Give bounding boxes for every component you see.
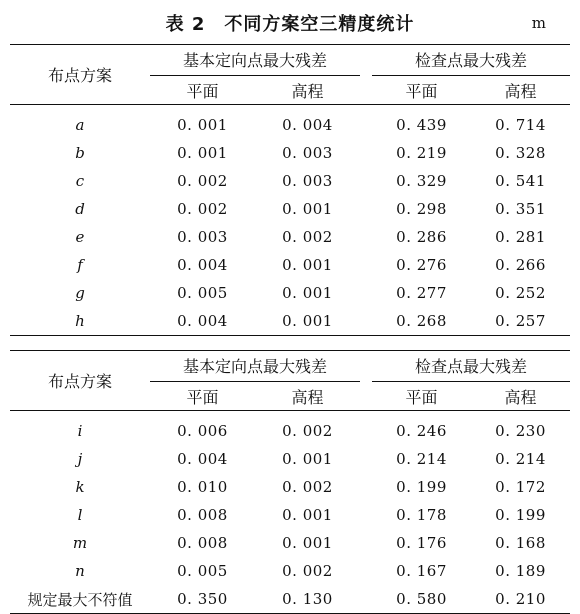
check-elevation-value: 0. 189 [495,562,546,580]
control-plane-value: 0. 004 [177,256,228,274]
table-row [10,501,570,529]
table-caption [0,8,580,38]
scheme-label: l [77,506,83,524]
column-gap [360,411,372,446]
column-gap [360,445,372,473]
column-gap [360,529,372,557]
column-gap [360,195,372,223]
scheme-label: d [75,200,85,218]
column-gap [360,473,372,501]
column-gap [360,251,372,279]
control-elevation-value: 0. 003 [282,172,333,190]
table-row [10,529,570,557]
control-elevation-header: 高程 [291,387,324,407]
control-elevation-value: 0. 003 [282,144,333,162]
column-gap [360,167,372,195]
scheme-label: b [75,144,85,162]
check-plane-value: 0. 277 [396,284,447,302]
limit-row-label: 规定最大不符值 [27,590,133,609]
column-gap [360,105,372,140]
scheme-label: f [77,256,83,274]
column-gap [360,139,372,167]
check-point-group-header: 检查点最大残差 [372,351,570,382]
check-elevation-value: 0. 257 [495,312,546,330]
control-elevation-value: 0. 001 [282,312,333,330]
table-row [10,473,570,501]
check-elevation-value: 0. 328 [495,144,546,162]
scheme-label: a [75,116,85,134]
check-elevation-value: 0. 230 [495,422,546,440]
control-elevation-value: 0. 001 [282,284,333,302]
check-elevation-value: 0. 351 [495,200,546,218]
table-row [10,195,570,223]
table-row [10,307,570,336]
column-gap [360,223,372,251]
table-row [10,445,570,473]
table-1-body [10,105,570,336]
control-plane-header: 平面 [186,387,219,407]
check-plane-value: 0. 167 [396,562,447,580]
table-row [10,167,570,195]
check-plane-value: 0. 176 [396,534,447,552]
check-elevation-value: 0. 541 [495,172,546,190]
control-plane-value: 0. 006 [177,422,228,440]
control-plane-header: 平面 [186,81,219,101]
check-elevation-limit: 0. 210 [495,590,546,608]
control-plane-value: 0. 001 [177,144,228,162]
control-point-group-header: 基本定向点最大残差 [150,351,360,382]
check-plane-limit: 0. 580 [396,590,447,608]
table-row [10,251,570,279]
control-elevation-value: 0. 002 [282,228,333,246]
check-elevation-header: 高程 [504,81,537,101]
check-plane-value: 0. 246 [396,422,447,440]
table-row [10,139,570,167]
control-plane-value: 0. 005 [177,562,228,580]
check-elevation-value: 0. 714 [495,116,546,134]
check-point-group-header: 检查点最大残差 [372,45,570,76]
limit-row [10,585,570,614]
control-plane-value: 0. 002 [177,172,228,190]
table-row [10,411,570,446]
check-elevation-value: 0. 281 [495,228,546,246]
table-row [10,223,570,251]
control-elevation-value: 0. 001 [282,534,333,552]
control-elevation-value: 0. 002 [282,478,333,496]
check-plane-value: 0. 178 [396,506,447,524]
scheme-label: h [75,312,85,330]
column-gap [360,307,372,336]
control-plane-value: 0. 008 [177,534,228,552]
check-plane-value: 0. 268 [396,312,447,330]
scheme-header: 布点方案 [10,45,150,105]
check-elevation-header: 高程 [504,387,537,407]
accuracy-table-2 [10,350,570,614]
accuracy-table-1 [10,44,570,336]
control-plane-value: 0. 001 [177,116,228,134]
check-plane-value: 0. 286 [396,228,447,246]
table-row [10,105,570,140]
check-elevation-value: 0. 168 [495,534,546,552]
control-elevation-value: 0. 001 [282,450,333,468]
table-row [10,557,570,585]
scheme-label: g [75,284,85,302]
column-gap [360,501,372,529]
check-elevation-value: 0. 199 [495,506,546,524]
control-plane-value: 0. 008 [177,506,228,524]
check-plane-header: 平面 [405,387,438,407]
check-plane-value: 0. 439 [396,116,447,134]
control-plane-value: 0. 010 [177,478,228,496]
control-elevation-value: 0. 001 [282,200,333,218]
table-row [10,279,570,307]
control-elevation-value: 0. 004 [282,116,333,134]
check-elevation-value: 0. 266 [495,256,546,274]
control-elevation-value: 0. 002 [282,562,333,580]
control-plane-value: 0. 002 [177,200,228,218]
control-plane-value: 0. 005 [177,284,228,302]
scheme-label: i [77,422,83,440]
control-point-group-header: 基本定向点最大残差 [150,45,360,76]
control-elevation-limit: 0. 130 [282,590,333,608]
control-plane-value: 0. 004 [177,450,228,468]
scheme-label: c [75,172,85,190]
control-elevation-value: 0. 001 [282,506,333,524]
check-plane-header: 平面 [405,81,438,101]
control-plane-value: 0. 004 [177,312,228,330]
column-gap [360,279,372,307]
unit-label: m [531,14,546,32]
control-elevation-value: 0. 002 [282,422,333,440]
scheme-label: j [77,450,83,468]
column-gap [360,585,372,614]
scheme-label: n [75,562,85,580]
check-plane-value: 0. 214 [396,450,447,468]
table-2-body [10,411,570,614]
column-gap [360,557,372,585]
scheme-label: m [72,534,88,552]
check-plane-value: 0. 199 [396,478,447,496]
check-plane-value: 0. 276 [396,256,447,274]
scheme-label: k [75,478,85,496]
check-elevation-value: 0. 252 [495,284,546,302]
scheme-header: 布点方案 [10,351,150,411]
check-elevation-value: 0. 172 [495,478,546,496]
scheme-label: e [75,228,85,246]
check-plane-value: 0. 329 [396,172,447,190]
control-plane-limit: 0. 350 [177,590,228,608]
control-elevation-value: 0. 001 [282,256,333,274]
control-plane-value: 0. 003 [177,228,228,246]
check-elevation-value: 0. 214 [495,450,546,468]
control-elevation-header: 高程 [291,81,324,101]
check-plane-value: 0. 298 [396,200,447,218]
table-title: 表 2 不同方案空三精度统计 [165,14,415,35]
check-plane-value: 0. 219 [396,144,447,162]
